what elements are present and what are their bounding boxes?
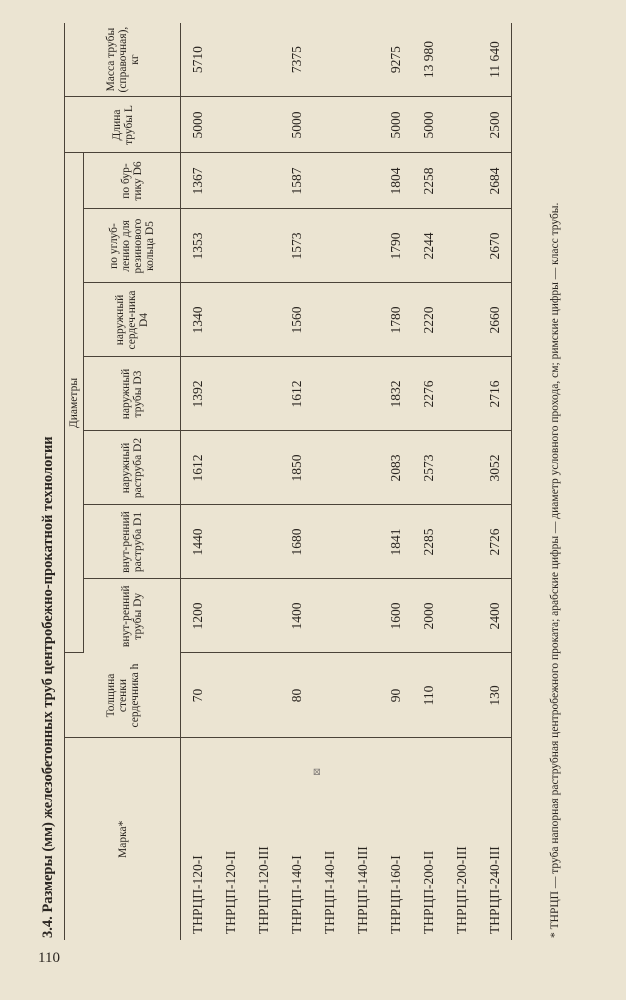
table-row xyxy=(181,23,215,940)
cell-d1: 2726 xyxy=(478,505,512,579)
cell-d3 xyxy=(445,357,478,431)
table-row xyxy=(313,23,346,940)
cell-mass xyxy=(346,23,379,97)
cell-mass: 7375 xyxy=(280,23,313,97)
cell-mark: ТНРЦП-160-I xyxy=(387,855,403,934)
header-d1: внут-ренний раструба D1 xyxy=(84,505,181,579)
cell-len: 5000 xyxy=(412,97,445,153)
cell-d4 xyxy=(346,283,379,357)
cell-d5: 1790 xyxy=(379,209,412,283)
cell-dy xyxy=(247,579,280,653)
cell-d1 xyxy=(445,505,478,579)
cell-d3: 2716 xyxy=(478,357,512,431)
cell-d1 xyxy=(247,505,280,579)
header-d5: по углуб-лению для резинового кольца D5 xyxy=(84,209,181,283)
cell-wall xyxy=(346,653,379,738)
cell-len: 5000 xyxy=(379,97,412,153)
table-row xyxy=(247,23,280,940)
cell-d2: 2573 xyxy=(412,431,445,505)
cell-d4 xyxy=(313,283,346,357)
cell-d4 xyxy=(214,283,247,357)
cell-d6 xyxy=(214,153,247,209)
cell-d2: 3052 xyxy=(478,431,512,505)
cell-d2: 1850 xyxy=(280,431,313,505)
cell-mass xyxy=(247,23,280,97)
cell-wall: 90 xyxy=(379,653,412,738)
header-d6: по бур-тику D6 xyxy=(84,153,181,209)
cell-wall: 80 xyxy=(280,653,313,738)
cell-len xyxy=(214,97,247,153)
cell-len: 2500 xyxy=(478,97,512,153)
cell-d3 xyxy=(313,357,346,431)
header-mass: Масса трубы (справочная), кг xyxy=(65,23,181,97)
cell-dy: 2000 xyxy=(412,579,445,653)
table-footnote: * ТНРЦП — труба напорная раструбная центробежного проката; арабские цифры — диаметр условного прохода, см; римские цифры — класс трубы. xyxy=(549,202,561,938)
cell-wall: 130 xyxy=(478,653,512,738)
cell-mass: 5710 xyxy=(181,23,215,97)
cell-d6 xyxy=(313,153,346,209)
cell-d2 xyxy=(346,431,379,505)
header-diameters-group: Диаметры xyxy=(65,153,84,653)
cell-dy xyxy=(445,579,478,653)
cell-mass xyxy=(214,23,247,97)
cell-mark: ТНРЦП-240-III xyxy=(478,738,512,940)
cell-d6: 1804 xyxy=(379,153,412,209)
cell-len xyxy=(445,97,478,153)
cell-d2 xyxy=(313,431,346,505)
cell-dy xyxy=(313,579,346,653)
cell-d6 xyxy=(445,153,478,209)
cell-d3: 1392 xyxy=(181,357,215,431)
cell-d4: 1560 xyxy=(280,283,313,357)
table-row xyxy=(445,23,478,940)
table-row xyxy=(280,23,313,940)
cell-wall xyxy=(247,653,280,738)
cell-d5: 2244 xyxy=(412,209,445,283)
cell-d2 xyxy=(445,431,478,505)
cell-d4: 2660 xyxy=(478,283,512,357)
cell-d3 xyxy=(346,357,379,431)
cell-d3 xyxy=(214,357,247,431)
cell-len xyxy=(346,97,379,153)
cell-d3: 2276 xyxy=(412,357,445,431)
table-row xyxy=(478,23,512,940)
cell-d4: 2220 xyxy=(412,283,445,357)
cell-d1 xyxy=(313,505,346,579)
cell-d5 xyxy=(247,209,280,283)
cell-len xyxy=(247,97,280,153)
cell-dy xyxy=(214,579,247,653)
cell-dy: 1400 xyxy=(280,579,313,653)
cell-d2 xyxy=(247,431,280,505)
table-title: 3.4. Размеры (мм) железобетонных труб центробежно-прокатной технологии xyxy=(40,436,56,938)
cell-d4: 1780 xyxy=(379,283,412,357)
cell-d3 xyxy=(247,357,280,431)
cell-d1: 1680 xyxy=(280,505,313,579)
cell-d6: 1367 xyxy=(181,153,215,209)
cell-len: 5000 xyxy=(280,97,313,153)
header-d2: наружный раструба D2 xyxy=(84,431,181,505)
header-length: Длина трубы L xyxy=(65,97,181,153)
table-row xyxy=(412,23,445,940)
cell-wall: 110 xyxy=(412,653,445,738)
page-number: 110 xyxy=(38,950,60,966)
cell-d5: 1573 xyxy=(280,209,313,283)
cell-d6 xyxy=(346,153,379,209)
cell-d4: 1340 xyxy=(181,283,215,357)
cell-wall xyxy=(313,653,346,738)
cell-d3: 1612 xyxy=(280,357,313,431)
cell-d6 xyxy=(247,153,280,209)
cell-d5: 1353 xyxy=(181,209,215,283)
cell-len xyxy=(313,97,346,153)
cell-mark: ТНРЦП-200-III xyxy=(453,846,469,934)
cell-wall xyxy=(445,653,478,738)
cell-mark: ТНРЦП-140-III xyxy=(354,846,370,934)
cell-mass: 9275 xyxy=(379,23,412,97)
pipe-dimensions-table xyxy=(64,23,512,940)
cell-d4 xyxy=(445,283,478,357)
cell-d1: 1841 xyxy=(379,505,412,579)
cell-d6: 1587 xyxy=(280,153,313,209)
cell-dy: 1600 xyxy=(379,579,412,653)
cell-mark: ТНРЦП-120-III xyxy=(255,846,271,934)
cell-d5 xyxy=(313,209,346,283)
header-d3: наружный трубы D3 xyxy=(84,357,181,431)
cell-d5 xyxy=(214,209,247,283)
cell-d5: 2670 xyxy=(478,209,512,283)
header-d-inner-pipe: внут-ренний трубы Dу xyxy=(84,579,181,653)
cell-d2 xyxy=(214,431,247,505)
cell-d3: 1832 xyxy=(379,357,412,431)
cell-d6: 2258 xyxy=(412,153,445,209)
cell-d1 xyxy=(214,505,247,579)
cell-mass xyxy=(313,23,346,97)
cell-wall: 70 xyxy=(181,653,215,738)
header-wall-thickness: Толщина стенки сердечника h xyxy=(65,653,181,738)
table-row xyxy=(346,23,379,940)
cell-mark: ТНРЦП-200-II xyxy=(420,850,436,934)
cell-dy: 2400 xyxy=(478,579,512,653)
cell-mark: ТНРЦП-120-I xyxy=(189,855,205,934)
cell-mass xyxy=(445,23,478,97)
cell-len: 5000 xyxy=(181,97,215,153)
cell-d1: 2285 xyxy=(412,505,445,579)
cell-d5 xyxy=(346,209,379,283)
cell-mass: 13 980 xyxy=(412,23,445,97)
table-row xyxy=(379,23,412,940)
header-mark: Марка* xyxy=(65,738,181,940)
cell-wall xyxy=(214,653,247,738)
library-stamp-mark: ⊠ xyxy=(312,767,323,776)
cell-mark: ТНРЦП-120-II xyxy=(222,850,238,934)
cell-mark: ТНРЦП-140-II xyxy=(321,850,337,934)
cell-d1: 1440 xyxy=(181,505,215,579)
table-row xyxy=(214,23,247,940)
cell-d5 xyxy=(445,209,478,283)
cell-d2: 1612 xyxy=(181,431,215,505)
cell-d2: 2083 xyxy=(379,431,412,505)
table-frame xyxy=(64,23,512,940)
header-d4: наружный сердеч-ника D4 xyxy=(84,283,181,357)
cell-d1 xyxy=(346,505,379,579)
cell-mass: 11 640 xyxy=(478,23,512,97)
cell-d6: 2684 xyxy=(478,153,512,209)
cell-d4 xyxy=(247,283,280,357)
cell-dy: 1200 xyxy=(181,579,215,653)
cell-dy xyxy=(346,579,379,653)
cell-mark: ТНРЦП-140-I xyxy=(288,855,304,934)
